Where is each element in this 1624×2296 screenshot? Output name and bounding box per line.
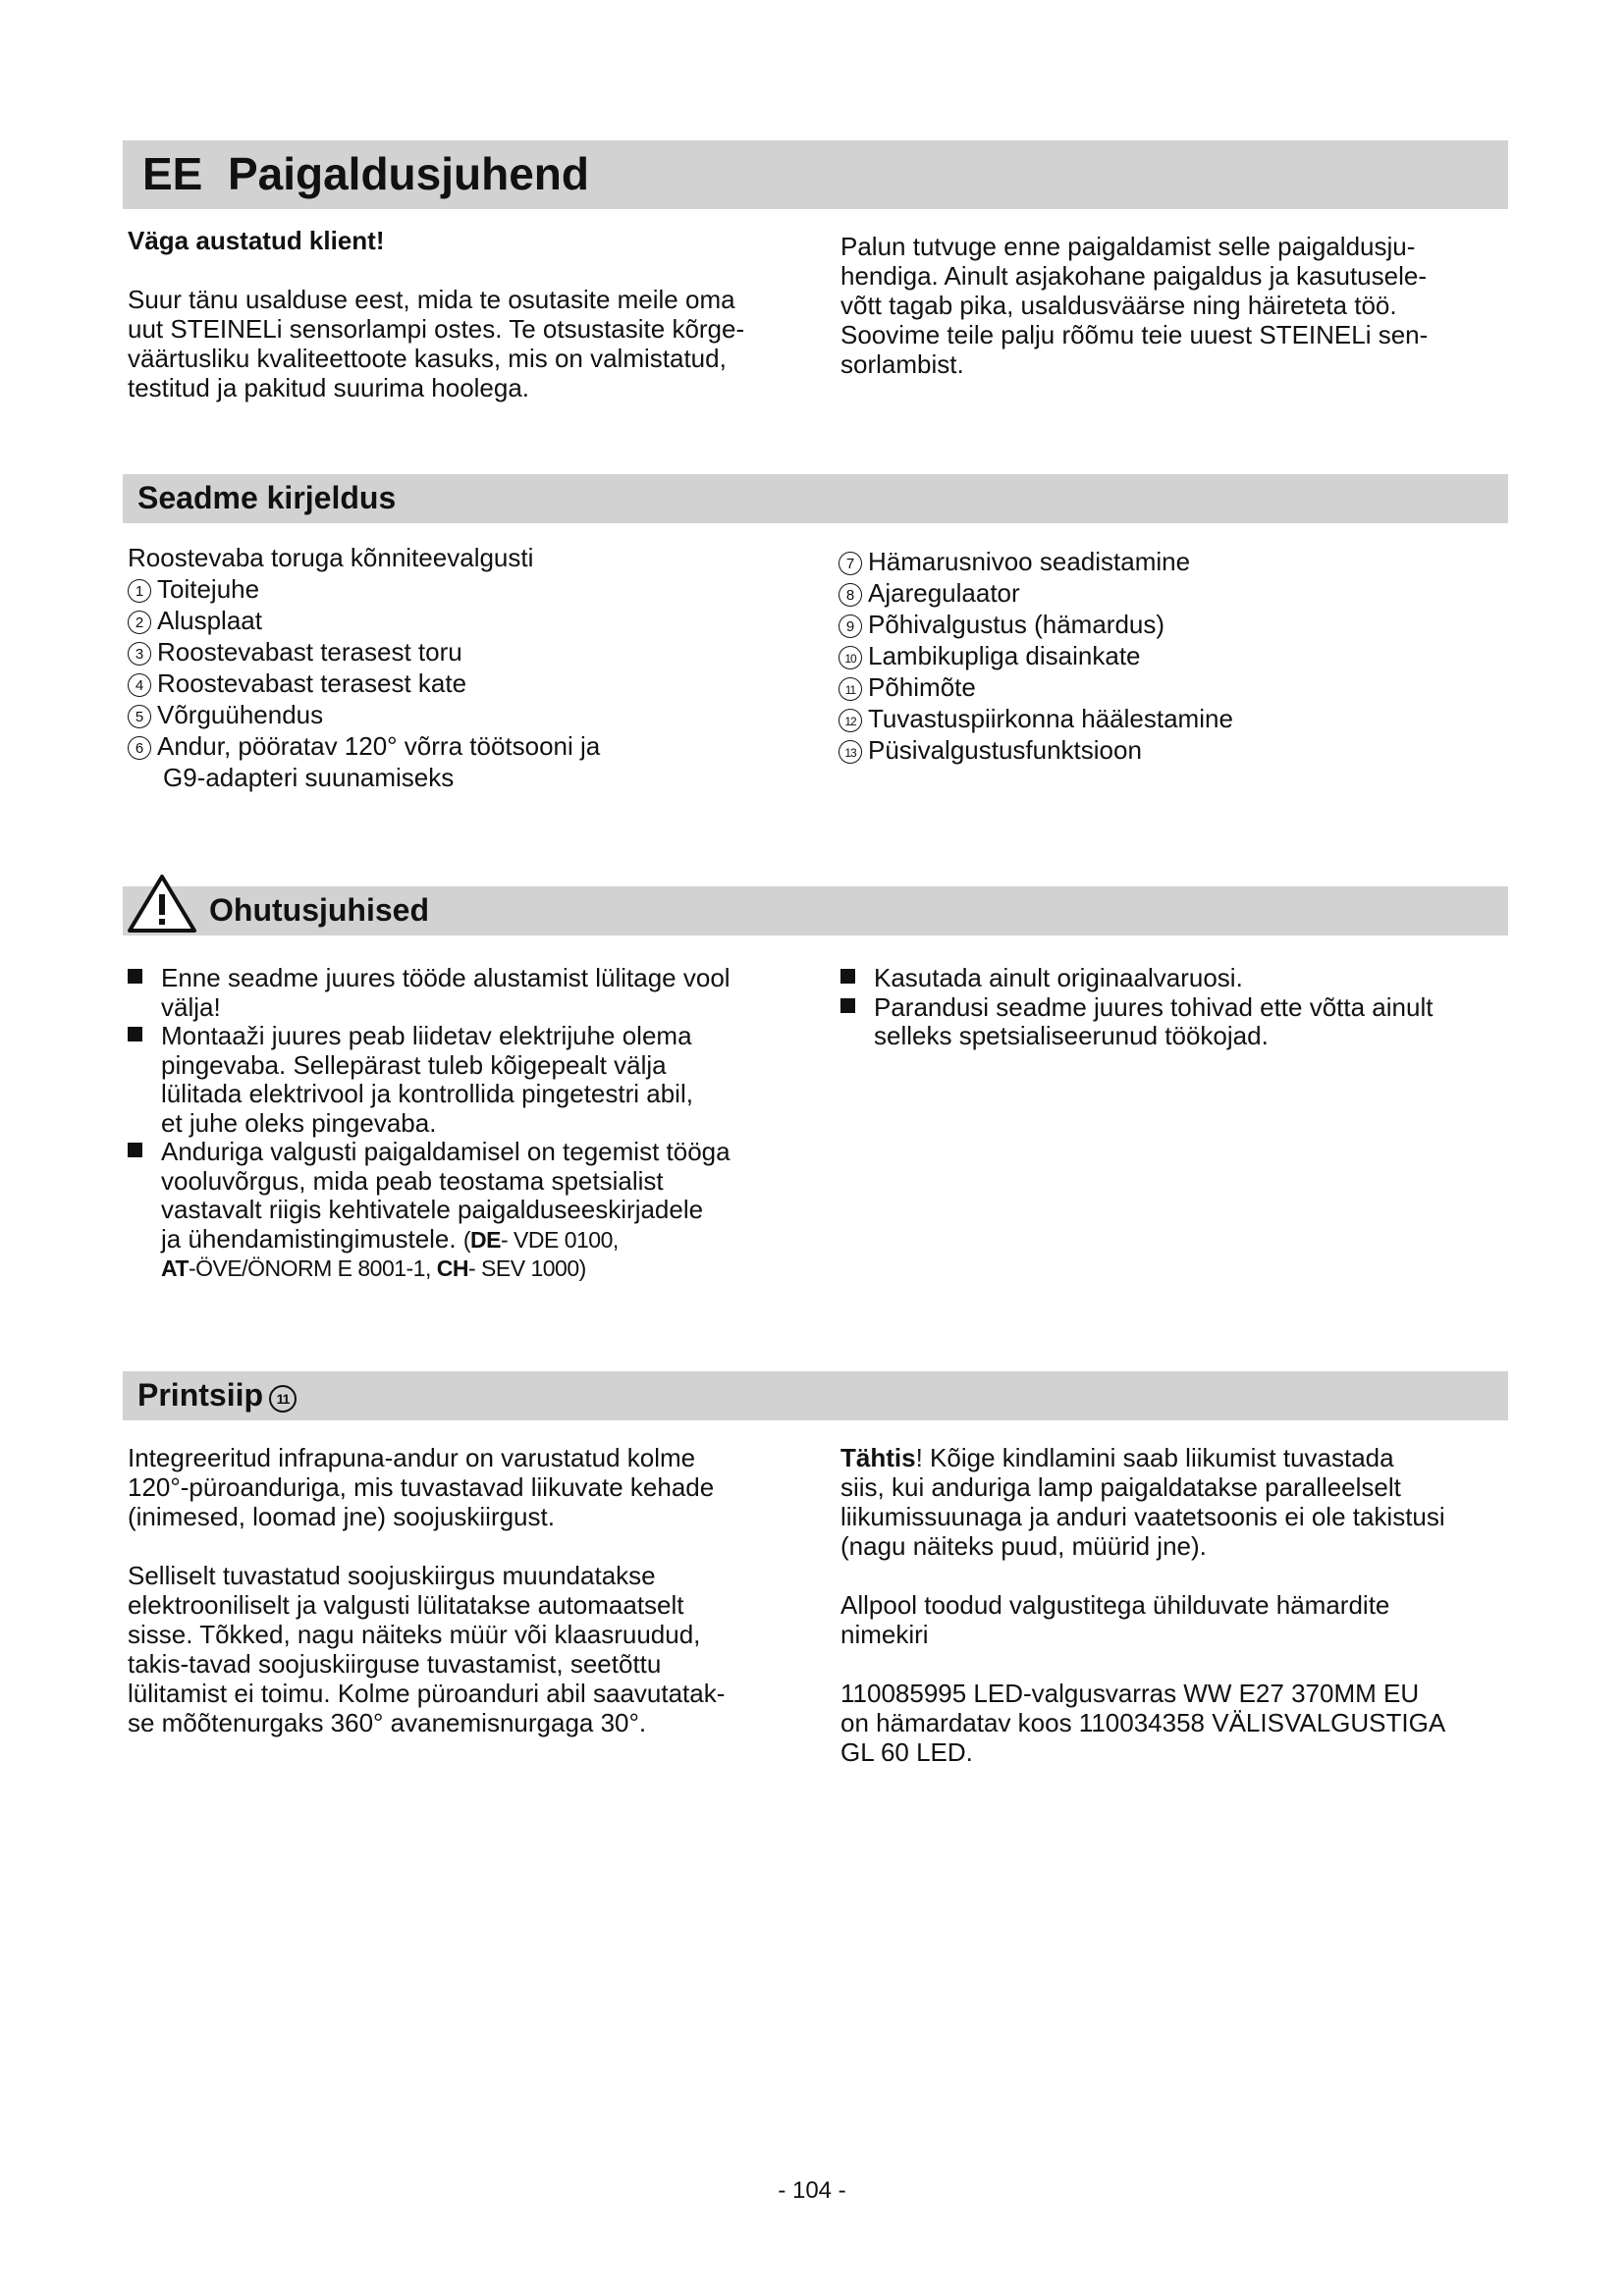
item-number-icon: 6	[128, 736, 151, 760]
item-number-icon: 2	[128, 611, 151, 634]
item-number-icon: 11	[269, 1385, 297, 1413]
intro-right-line: hendiga. Ainult asjakohane paigaldus ja kasutusele-	[840, 261, 1427, 291]
principle-line: 110085995 LED-valgusvarras WW E27 370MM EU	[840, 1679, 1420, 1708]
safety-title: Ohutusjuhised	[209, 892, 429, 928]
principle-line: GL 60 LED.	[840, 1737, 973, 1767]
bullet-icon	[840, 998, 855, 1013]
principle-band	[123, 1371, 1508, 1420]
safety-item: Enne seadme juures tööde alustamist lülitage vool	[128, 964, 731, 993]
description-title: Seadme kirjeldus	[137, 480, 397, 515]
intro-right-column	[840, 232, 1428, 379]
intro-right-line: sorlambist.	[840, 349, 964, 379]
description-left-column	[128, 542, 600, 793]
intro-left-line: testitud ja pakitud suurima hoolega.	[128, 373, 530, 402]
safety-item: Montaaži juures peab liidetav elektrijuhe olema	[128, 1022, 731, 1051]
safety-item-line: ja ühendamistingimustele. (DE- VDE 0100,	[161, 1223, 619, 1254]
principle-line: se mõõtenurgaks 360° avanemisnurgaga 30°.	[128, 1708, 647, 1737]
warning-triangle-icon	[127, 873, 197, 934]
norm-reference-line: AT-ÖVE/ÖNORM E 8001-1, CH- SEV 1000)	[161, 1255, 586, 1281]
item-number-icon: 1	[128, 579, 151, 603]
part-item-continuation: G9-adapteri suunamiseks	[163, 763, 455, 792]
item-number-icon: 3	[128, 642, 151, 666]
safety-item-line: selleks spetsialiseerunud töökojad.	[874, 1021, 1269, 1050]
principle-line: sisse. Tõkked, nagu näiteks müür või klaasruudud,	[128, 1620, 701, 1649]
principle-title: Printsiip 11	[137, 1377, 297, 1414]
part-item: 7 Hämarusnivoo seadistamine	[839, 546, 1233, 577]
description-band	[123, 474, 1508, 523]
part-item: 6 Andur, pööratav 120° võrra töötsooni ja	[128, 730, 600, 762]
description-right-column	[839, 546, 1233, 766]
intro-left-line: väärtusliku kvaliteettoote kasuks, mis on valmistatud,	[128, 344, 727, 373]
item-number-icon: 9	[839, 614, 862, 638]
principle-right-column	[840, 1443, 1445, 1767]
principle-line: liikumissuunaga ja anduri vaatetsoonis ei ole takistusi	[840, 1502, 1445, 1531]
safety-item-line: vastavalt riigis kehtivatele paigalduseeskirjadele	[161, 1195, 704, 1224]
part-item: 13 Püsivalgustusfunktsioon	[839, 734, 1233, 766]
principle-line: siis, kui anduriga lamp paigaldatakse paralleelselt	[840, 1472, 1401, 1502]
item-number-icon: 4	[128, 673, 151, 697]
safety-right-column	[840, 964, 1433, 1051]
page-number: - 104 -	[778, 2177, 846, 2204]
item-number-icon: 5	[128, 705, 151, 728]
item-number-icon: 7	[839, 552, 862, 575]
intro-left-line: Suur tänu usalduse eest, mida te osutasite meile oma	[128, 285, 735, 314]
safety-item: Parandusi seadme juures tohivad ette võtta ainult	[840, 993, 1433, 1023]
safety-item-line: pingevaba. Sellepärast tuleb kõigepealt välja	[161, 1049, 667, 1080]
safety-item: Anduriga valgusti paigaldamisel on tegemist tööga	[128, 1138, 731, 1167]
language-code: EE	[142, 148, 203, 199]
principle-line: Integreeritud infrapuna-andur on varustatud kolme	[128, 1443, 696, 1472]
principle-line: lülitamist ei toimu. Kolme püroanduri abil saavutatak-	[128, 1679, 726, 1708]
part-item: 4 Roostevabast terasest kate	[128, 667, 600, 699]
intro-left-line: uut STEINELi sensorlampi ostes. Te otsustasite kõrge-	[128, 314, 745, 344]
intro-right-line: Palun tutvuge enne paigaldamist selle paigaldusju-	[840, 232, 1416, 261]
principle-line: 120°-püroanduriga, mis tuvastavad liikuvate kehade	[128, 1472, 715, 1502]
bullet-icon	[840, 969, 855, 984]
part-item: 9 Põhivalgustus (hämardus)	[839, 609, 1233, 640]
bullet-icon	[128, 1143, 142, 1157]
principle-line: Tähtis! Kõige kindlamini saab liikumist tuvastada	[840, 1443, 1394, 1472]
principle-line: Allpool toodud valgustitega ühilduvate hämardite	[840, 1590, 1390, 1620]
important-label: Tähtis	[840, 1443, 916, 1472]
safety-item-line: lülitada elektrivool ja kontrollida pingetestri abil,	[161, 1079, 693, 1108]
part-item: 3 Roostevabast terasest toru	[128, 636, 600, 667]
part-item: 5 Võrguühendus	[128, 699, 600, 730]
part-item: 2 Alusplaat	[128, 605, 600, 636]
principle-line: Selliselt tuvastatud soojuskiirgus muundatakse	[128, 1561, 656, 1590]
part-item: 11 Põhimõte	[839, 671, 1233, 703]
part-item: 8 Ajaregulaator	[839, 577, 1233, 609]
principle-line: nimekiri	[840, 1620, 929, 1649]
item-number-icon: 8	[839, 583, 862, 607]
part-item: 1 Toitejuhe	[128, 573, 600, 605]
main-title-band	[123, 140, 1508, 209]
norm-reference: (DE- VDE 0100,	[462, 1226, 619, 1253]
principle-line: (inimesed, loomad jne) soojuskiirgust.	[128, 1502, 555, 1531]
title-text: Paigaldusjuhend	[227, 148, 589, 199]
item-number-icon: 10	[839, 646, 862, 669]
safety-item-line: et juhe oleks pingevaba.	[161, 1107, 437, 1138]
principle-line: elektrooniliselt ja valgusti lülitatakse automaatselt	[128, 1590, 684, 1620]
item-number-icon: 13	[839, 740, 862, 764]
bullet-icon	[128, 1027, 142, 1041]
safety-item-line: välja!	[161, 991, 221, 1022]
part-item: 10 Lambikupliga disainkate	[839, 640, 1233, 671]
intro-right-line: Soovime teile palju rõõmu teie uuest STEINELi sen-	[840, 320, 1429, 349]
intro-right-line: võtt tagab pika, usaldusväärse ning häireteta töö.	[840, 291, 1397, 320]
principle-left-column	[128, 1443, 725, 1737]
bullet-icon	[128, 969, 142, 984]
safety-item: Kasutada ainult originaalvaruosi.	[840, 964, 1433, 993]
greeting: Väga austatud klient!	[128, 226, 385, 255]
description-subtitle: Roostevaba toruga kõnniteevalgusti	[128, 543, 534, 572]
part-item: 12 Tuvastuspiirkonna häälestamine	[839, 703, 1233, 734]
safety-band	[123, 886, 1508, 935]
principle-line: takis-tavad soojuskiirguse tuvastamist, seetõttu	[128, 1649, 662, 1679]
page-title	[142, 147, 589, 200]
item-number-icon: 12	[839, 709, 862, 732]
principle-line: (nagu näiteks puud, müürid jne).	[840, 1531, 1207, 1561]
principle-line: on hämardatav koos 110034358 VÄLISVALGUSTIGA	[840, 1708, 1446, 1737]
intro-left-column	[128, 226, 744, 402]
safety-item-line: vooluvõrgus, mida peab teostama spetsialist	[161, 1165, 664, 1196]
safety-left-column	[128, 964, 731, 1284]
item-number-icon: 11	[839, 677, 862, 701]
